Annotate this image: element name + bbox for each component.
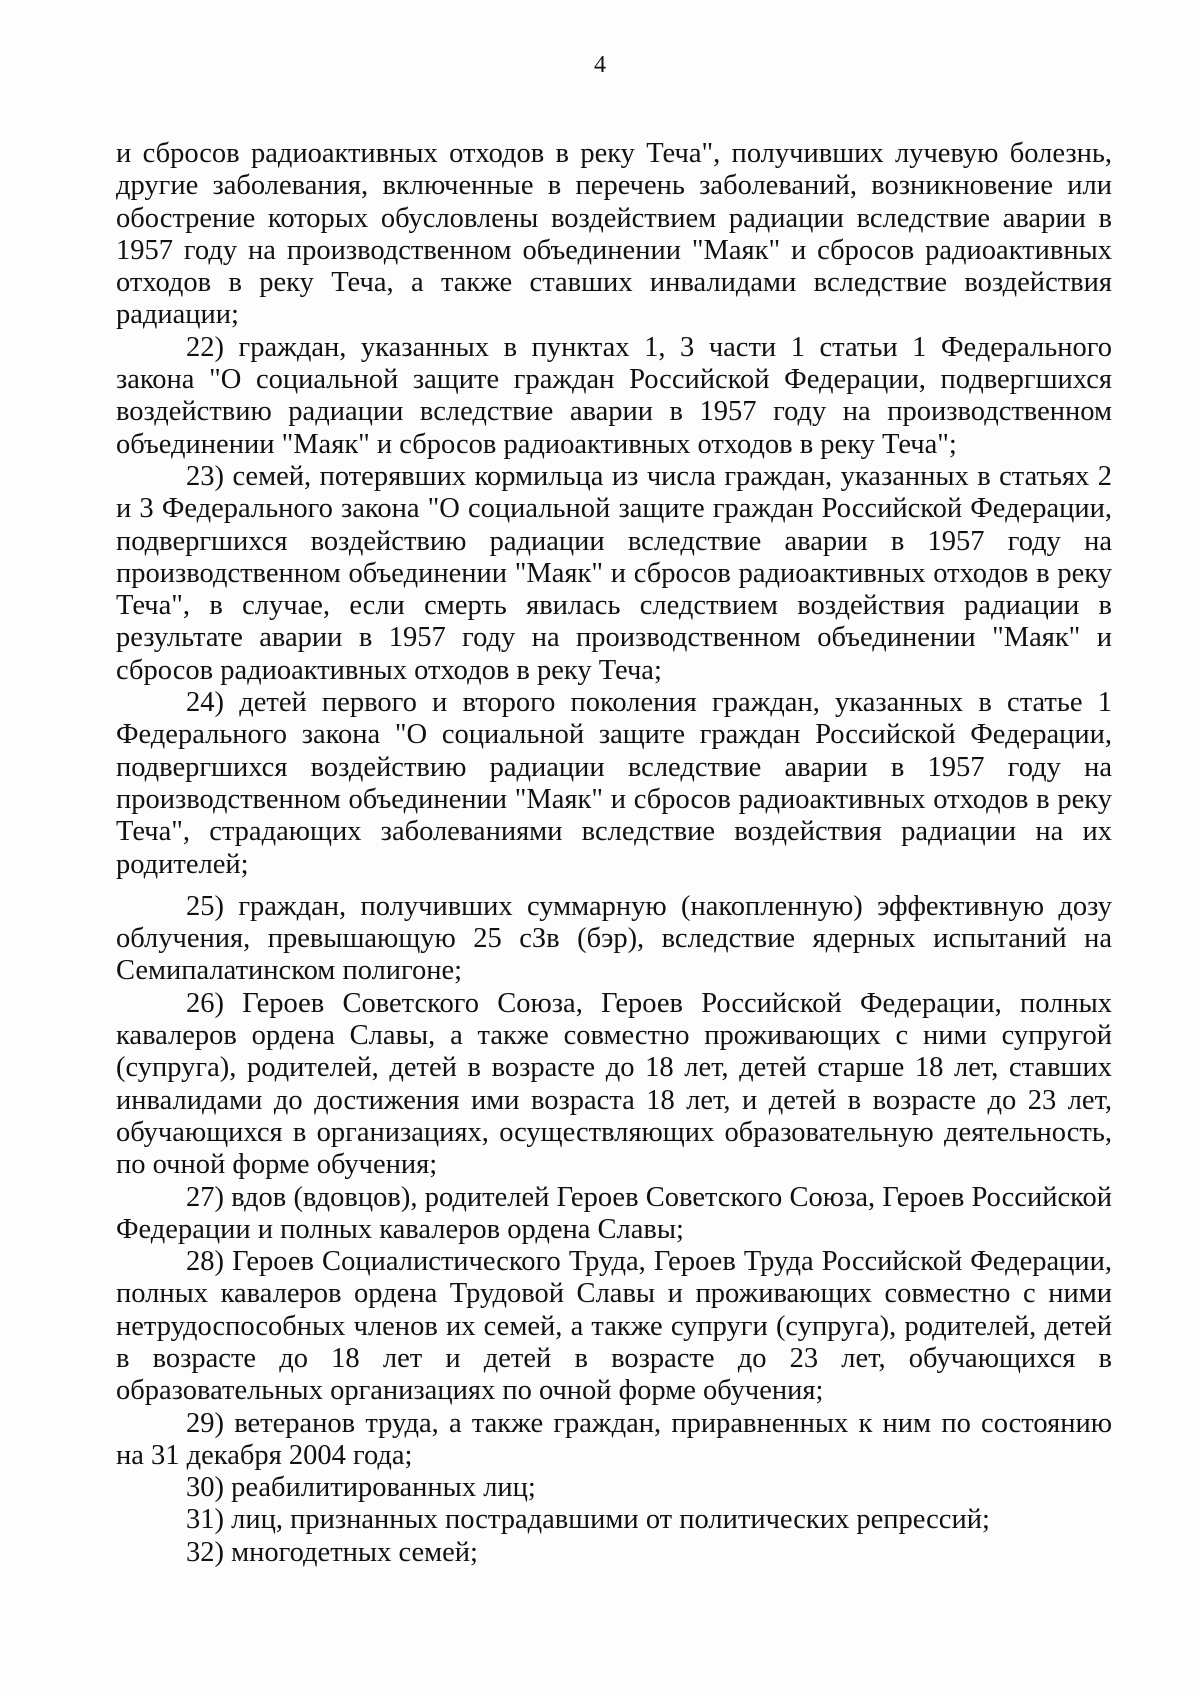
paragraph-continuation: и сбросов радиоактивных отходов в реку Теча", получивших лучевую болезнь, другие заболевания, включенные в перечень заболеваний, возникновение или обострение которых обусловлены воздействием радиации вследствие аварии в 1957 году на производственном объединении "Маяк" и сбросов радиоактивных отходов в реку Теча, а также ставших инвалидами вследствие воздействия радиации; [116,138,1112,331]
paragraph-item-25: 25) граждан, получивших суммарную (накопленную) эффективную дозу облучения, превышающую 25 сЗв (бэр), вследствие ядерных испытаний на Семипалатинском полигоне; [116,890,1112,987]
page-number: 4 [594,52,606,78]
paragraph-item-23: 23) семей, потерявших кормильца из числа граждан, указанных в статьях 2 и 3 Федерального закона "О социальной защите граждан Российской Федерации, подвергшихся воздействию радиации вследствие аварии в 1957 году на производственном объединении "Маяк" и сбросов радиоактивных отходов в реку Теча", в случае, если смерть явилась следствием воздействия радиации в результате аварии в 1957 году на производственном объединении "Маяк" и сбросов радиоактивных отходов в реку Теча; [116,460,1112,686]
paragraph-item-24: 24) детей первого и второго поколения граждан, указанных в статье 1 Федерального закона "О социальной защите граждан Российской Федерации, подвергшихся воздействию радиации вследствие аварии в 1957 году на производственном объединении "Маяк" и сбросов радиоактивных отходов в реку Теча", страдающих заболеваниями вследствие воздействия радиации на их родителей; [116,687,1112,880]
paragraph-item-32: 32) многодетных семей; [186,1536,478,1568]
paragraph-item-22: 22) граждан, указанных в пунктах 1, 3 части 1 статьи 1 Федерального закона "О социальной защите граждан Российской Федерации, подвергшихся воздействию радиации вследствие аварии в 1957 году на производственном объединении "Маяк" и сбросов радиоактивных отходов в реку Теча"; [116,331,1112,460]
document-body [116,138,1112,1569]
paragraph-item-27: 27) вдов (вдовцов), родителей Героев Советского Союза, Героев Российской Федерации и полных кавалеров ордена Славы; [116,1181,1112,1245]
paragraph-item-29: 29) ветеранов труда, а также граждан, приравненных к ним по состоянию на 31 декабря 2004 года; [116,1407,1112,1471]
paragraph-item-28: 28) Героев Социалистического Труда, Героев Труда Российской Федерации, полных кавалеров ордена Трудовой Славы и проживающих совместно с ними нетрудоспособных членов их семей, а также супруги (супруга), родителей, детей в возрасте до 18 лет и детей в возрасте до 23 лет, обучающихся в образовательных организациях по очной форме обучения; [116,1246,1112,1407]
paragraph-item-26: 26) Героев Советского Союза, Героев Российской Федерации, полных кавалеров ордена Славы, а также совместно проживающих с ними супругой (супруга), родителей, детей в возрасте до 18 лет, детей старше 18 лет, ставших инвалидами до достижения ими возраста 18 лет, и детей в возрасте до 23 лет, обучающихся в организациях, осуществляющих образовательную деятельность, по очной форме обучения; [116,987,1112,1181]
paragraph-item-30: 30) реабилитированных лиц; [186,1472,536,1504]
paragraph-item-31: 31) лиц, признанных пострадавшими от политических репрессий; [186,1504,990,1536]
